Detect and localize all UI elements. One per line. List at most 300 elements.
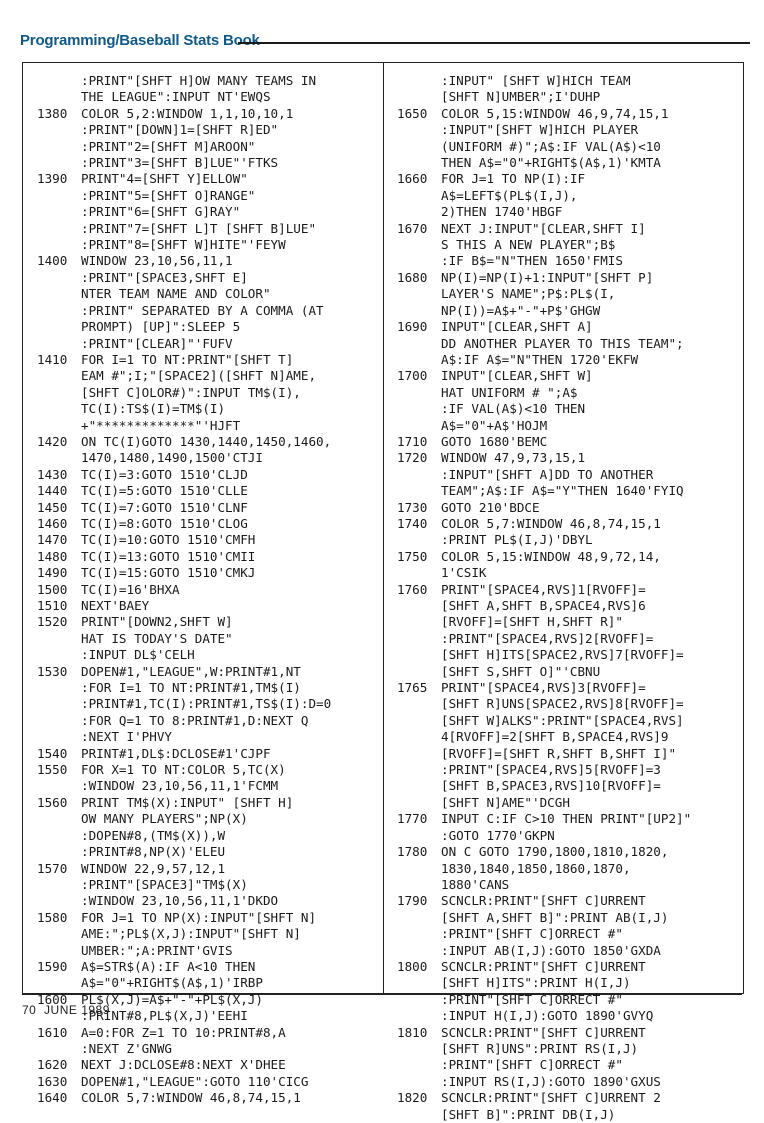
- line-code: :NEXT Z'GNWG: [81, 1040, 172, 1056]
- page-header: [20, 30, 750, 54]
- code-line: [397, 122, 737, 138]
- line-code: GOTO 210'BDCE: [441, 499, 540, 515]
- code-line: [397, 434, 737, 450]
- listing-column-left: [37, 73, 377, 1107]
- line-number: [397, 696, 441, 712]
- line-number: [37, 204, 81, 220]
- line-number: [37, 975, 81, 991]
- code-line: [37, 844, 377, 860]
- code-line: [37, 303, 377, 319]
- code-line: [397, 647, 737, 663]
- line-number: 1610: [37, 1024, 68, 1040]
- code-line: [37, 811, 377, 827]
- line-number: 1640: [37, 1090, 68, 1106]
- line-number: [397, 253, 441, 269]
- line-number: [37, 401, 81, 417]
- line-code: SCNCLR:PRINT"[SHFT C]URRENT: [441, 958, 646, 974]
- line-number: [397, 729, 441, 745]
- code-line: [397, 1025, 737, 1041]
- line-code: :PRINT"[SPACE4,RVS]2[RVOFF]=: [441, 630, 654, 646]
- line-number: [397, 647, 441, 663]
- code-line: [397, 943, 737, 959]
- code-line: [37, 565, 377, 581]
- line-code: :PRINT"5=[SHFT O]RANGE": [81, 187, 256, 203]
- code-line: [397, 73, 737, 89]
- code-line: [37, 746, 377, 762]
- code-line: [397, 614, 737, 630]
- line-number: 1580: [37, 909, 68, 925]
- line-code: THEN A$="0"+RIGHT$(A$,1)'KMTA: [441, 155, 661, 171]
- line-code: COLOR 5,2:WINDOW 1,1,10,10,1: [81, 105, 294, 121]
- line-code: :PRINT#8,NP(X)'ELEU: [81, 844, 226, 860]
- line-code: PL$(X,J)=A$+"-"+PL$(X,J): [81, 991, 263, 1007]
- line-code: 1830,1840,1850,1860,1870,: [441, 860, 631, 876]
- code-line: [37, 1025, 377, 1041]
- line-number: [397, 483, 441, 499]
- line-number: [37, 828, 81, 844]
- line-number: [397, 926, 441, 942]
- line-code: :INPUT RS(I,J):GOTO 1890'GXUS: [441, 1073, 661, 1089]
- line-number: [37, 1041, 81, 1057]
- line-code: LAYER'S NAME";P$:PL$(I,: [441, 286, 616, 302]
- line-code: TC(I)=13:GOTO 1510'CMII: [81, 548, 256, 564]
- code-line: [397, 1107, 737, 1123]
- code-line: [37, 352, 377, 368]
- code-line: [37, 450, 377, 466]
- line-code: 1470,1480,1490,1500'CTJI: [81, 450, 263, 466]
- line-number: 1480: [37, 548, 68, 564]
- code-line: [397, 861, 737, 877]
- line-number: 1520: [37, 614, 68, 630]
- line-number: 1440: [37, 483, 68, 499]
- line-code: OW MANY PLAYERS";NP(X): [81, 811, 248, 827]
- line-number: [397, 352, 441, 368]
- code-line: [37, 910, 377, 926]
- header-rule: [238, 42, 750, 44]
- line-code: :INPUT"[SHFT A]DD TO ANOTHER: [441, 466, 654, 482]
- line-number: [37, 877, 81, 893]
- line-code: TC(I)=3:GOTO 1510'CLJD: [81, 466, 248, 482]
- code-line: [397, 418, 737, 434]
- line-code: :PRINT"7=[SHFT L]T [SHFT B]LUE": [81, 220, 317, 236]
- code-line: [397, 959, 737, 975]
- line-number: 1510: [37, 598, 68, 613]
- line-number: [397, 877, 441, 893]
- line-number: [37, 811, 81, 827]
- code-line: [397, 401, 737, 417]
- code-line: [397, 204, 737, 220]
- line-number: [397, 943, 441, 959]
- code-line: [37, 155, 377, 171]
- line-code: [RVOFF]=[SHFT H,SHFT R]": [441, 614, 623, 630]
- code-line: [37, 385, 377, 401]
- code-line: [397, 680, 737, 696]
- line-code: DOPEN#1,"LEAGUE",W:PRINT#1,NT: [81, 663, 301, 679]
- line-number: [397, 188, 441, 204]
- line-number: 1650: [397, 105, 428, 121]
- code-line: [37, 286, 377, 302]
- line-code: :INPUT H(I,J):GOTO 1890'GVYQ: [441, 1008, 654, 1024]
- code-line: [37, 696, 377, 712]
- line-number: 1780: [397, 844, 428, 860]
- line-number: [37, 221, 81, 237]
- line-code: NP(I)=NP(I)+1:INPUT"[SHFT P]: [441, 269, 654, 285]
- line-code: 2)THEN 1740'HBGF: [441, 204, 563, 220]
- line-code: TC(I)=8:GOTO 1510'CLOG: [81, 515, 248, 531]
- code-line: [397, 762, 737, 778]
- line-number: [37, 729, 81, 745]
- code-line: [37, 680, 377, 696]
- line-number: 1430: [37, 466, 68, 482]
- line-code: PRINT"[DOWN2,SHFT W]: [81, 614, 233, 630]
- line-code: :PRINT"[DOWN]1=[SHFT R]ED": [81, 122, 279, 138]
- line-code: [SHFT W]ALKS":PRINT"[SPACE4,RVS]: [441, 712, 684, 728]
- line-number: [37, 188, 81, 204]
- line-code: A=0:FOR Z=1 TO 10:PRINT#8,A: [81, 1024, 286, 1040]
- line-number: [397, 762, 441, 778]
- line-number: 1400: [37, 253, 68, 269]
- line-number: [397, 746, 441, 762]
- line-code: TC(I)=10:GOTO 1510'CMFH: [81, 532, 256, 548]
- code-line: [397, 811, 737, 827]
- code-line: [37, 647, 377, 663]
- code-line: [397, 795, 737, 811]
- line-number: 1560: [37, 794, 68, 810]
- code-line: [397, 368, 737, 384]
- code-line: [397, 171, 737, 187]
- line-code: PROMPT) [UP]":SLEEP 5: [81, 319, 241, 335]
- code-line: [37, 549, 377, 565]
- line-number: 1730: [397, 499, 428, 515]
- line-number: 1660: [397, 171, 428, 187]
- line-code: DD ANOTHER PLAYER TO THIS TEAM";: [441, 335, 684, 351]
- line-code: 1'CSIK: [441, 565, 487, 581]
- line-code: :PRINT"[SPACE3,SHFT E]: [81, 269, 248, 285]
- line-code: :PRINT" SEPARATED BY A COMMA (AT: [81, 302, 324, 318]
- line-number: 1470: [37, 532, 68, 548]
- line-number: [397, 664, 441, 680]
- line-code: :PRINT PL$(I,J)'DBYL: [441, 532, 593, 548]
- line-number: [37, 286, 81, 302]
- code-line: [37, 664, 377, 680]
- code-line: [37, 418, 377, 434]
- code-line: [397, 1074, 737, 1090]
- line-code: NEXT'BAEY: [81, 598, 150, 613]
- line-number: [397, 1074, 441, 1090]
- code-line: [397, 450, 737, 466]
- code-line: [397, 270, 737, 286]
- code-line: [37, 401, 377, 417]
- line-number: 1600: [37, 991, 68, 1007]
- line-code: TC(I)=15:GOTO 1510'CMKJ: [81, 565, 256, 581]
- line-code: NEXT J:DCLOSE#8:NEXT X'DHEE: [81, 1057, 286, 1073]
- code-line: [37, 319, 377, 335]
- line-number: 1720: [397, 450, 428, 466]
- line-code: TC(I)=7:GOTO 1510'CLNF: [81, 499, 248, 515]
- code-line: [37, 943, 377, 959]
- line-number: 1380: [37, 105, 68, 121]
- code-line: [397, 828, 737, 844]
- line-code: :PRINT"[SPACE4,RVS]5[RVOFF]=3: [441, 762, 661, 778]
- code-line: [397, 549, 737, 565]
- page-footer: [22, 1003, 110, 1017]
- line-number: [37, 368, 81, 384]
- line-number: [37, 647, 81, 663]
- code-line: [37, 532, 377, 548]
- code-line: [397, 844, 737, 860]
- line-code: COLOR 5,7:WINDOW 46,8,74,15,1: [441, 515, 661, 531]
- code-line: [397, 598, 737, 614]
- line-number: [397, 565, 441, 581]
- code-line: [397, 89, 737, 105]
- code-line: [37, 188, 377, 204]
- line-number: 1420: [37, 433, 68, 449]
- code-line: [37, 467, 377, 483]
- line-number: 1670: [397, 220, 428, 236]
- code-line: [37, 877, 377, 893]
- line-code: :INPUT DL$'CELH: [81, 647, 195, 663]
- line-number: [37, 122, 81, 138]
- code-line: [397, 975, 737, 991]
- line-number: [37, 139, 81, 155]
- line-code: COLOR 5,15:WINDOW 48,9,72,14,: [441, 548, 661, 564]
- line-number: [397, 237, 441, 253]
- line-code: :PRINT"[CLEAR]"'FUFV: [81, 335, 233, 351]
- code-line: [397, 352, 737, 368]
- line-code: NP(I))=A$+"-"+P$'GHGW: [441, 302, 601, 318]
- code-line: [397, 336, 737, 352]
- code-line: [37, 729, 377, 745]
- line-number: 1410: [37, 351, 68, 367]
- code-line: [37, 614, 377, 630]
- code-line: [397, 139, 737, 155]
- line-number: 1590: [37, 958, 68, 974]
- code-line: [397, 664, 737, 680]
- line-code: :PRINT"8=[SHFT W]HITE"'FEYW: [81, 237, 286, 253]
- line-number: [37, 844, 81, 860]
- line-code: :PRINT"6=[SHFT G]RAY": [81, 204, 241, 220]
- line-number: 1740: [397, 515, 428, 531]
- line-code: HAT IS TODAY'S DATE": [81, 630, 233, 646]
- line-number: 1450: [37, 499, 68, 515]
- line-code: :WINDOW 23,10,56,11,1'DKDO: [81, 893, 279, 909]
- code-line: [397, 729, 737, 745]
- line-code: 1880'CANS: [441, 876, 510, 892]
- listing-column-right: [397, 73, 737, 1123]
- code-line: [37, 795, 377, 811]
- line-number: [397, 418, 441, 434]
- line-code: HAT UNIFORM # ";A$: [441, 384, 578, 400]
- line-code: [SHFT S,SHFT O]"'CBNU: [441, 663, 601, 679]
- line-number: 1460: [37, 515, 68, 531]
- issue-date: JUNE 1989: [44, 1003, 110, 1017]
- code-line: [37, 221, 377, 237]
- line-number: 1500: [37, 581, 68, 597]
- line-code: WINDOW 22,9,57,12,1: [81, 860, 226, 876]
- line-number: 1630: [37, 1073, 68, 1089]
- code-line: [37, 73, 377, 89]
- line-code: :NEXT I'PHVY: [81, 729, 172, 745]
- code-line: [397, 286, 737, 302]
- line-code: :PRINT"3=[SHFT B]LUE"'FTKS: [81, 155, 279, 171]
- code-line: [37, 122, 377, 138]
- line-number: [397, 795, 441, 811]
- line-code: :PRINT#1,TC(I):PRINT#1,TS$(I):D=0: [81, 696, 332, 712]
- code-line: [397, 237, 737, 253]
- code-line: [37, 828, 377, 844]
- line-number: [397, 1057, 441, 1073]
- line-number: [37, 155, 81, 171]
- line-number: 1620: [37, 1057, 68, 1073]
- line-code: PRINT#1,DL$:DCLOSE#1'CJPF: [81, 745, 271, 761]
- code-line: [37, 270, 377, 286]
- code-line: [37, 762, 377, 778]
- line-code: :INPUT"[SHFT W]HICH PLAYER: [441, 122, 639, 138]
- line-number: [37, 696, 81, 712]
- code-line: [37, 516, 377, 532]
- line-number: [397, 401, 441, 417]
- line-code: [SHFT B]":PRINT DB(I,J): [441, 1106, 616, 1122]
- line-code: PRINT"[SPACE4,RVS]3[RVOFF]=: [441, 680, 646, 696]
- line-code: :PRINT"[SHFT C]ORRECT #": [441, 1057, 623, 1073]
- line-code: :PRINT"[SHFT C]ORRECT #": [441, 926, 623, 942]
- page-number: 70: [22, 1003, 37, 1017]
- code-line: [37, 975, 377, 991]
- line-number: [397, 73, 441, 89]
- code-line: [397, 1057, 737, 1073]
- code-line: [397, 253, 737, 269]
- line-code: :FOR I=1 TO NT:PRINT#1,TM$(I): [81, 680, 301, 696]
- line-code: :PRINT"[SHFT H]OW MANY TEAMS IN: [81, 73, 317, 88]
- code-line: [397, 467, 737, 483]
- line-code: A$="0"+A$'HOJM: [441, 417, 548, 433]
- code-line: [397, 483, 737, 499]
- code-line: [37, 778, 377, 794]
- line-code: :PRINT"2=[SHFT M]AROON": [81, 138, 256, 154]
- line-code: EAM #";I;"[SPACE2]([SHFT N]AME,: [81, 368, 317, 384]
- line-code: 4[RVOFF]=2[SHFT B,SPACE4,RVS]9: [441, 729, 669, 745]
- line-code: [SHFT H]ITS[SPACE2,RVS]7[RVOFF]=: [441, 647, 684, 663]
- line-number: 1760: [397, 581, 428, 597]
- code-line: [397, 319, 737, 335]
- code-line: [397, 877, 737, 893]
- line-number: [37, 893, 81, 909]
- line-number: [397, 910, 441, 926]
- code-line: [37, 434, 377, 450]
- line-code: +"*************"'HJFT: [81, 417, 241, 433]
- code-line: [397, 893, 737, 909]
- line-code: A$="0"+RIGHT$(A$,1)'IRBP: [81, 975, 263, 991]
- line-code: FOR J=1 TO NP(I):IF: [441, 171, 586, 187]
- line-number: [397, 122, 441, 138]
- line-code: AME:";PL$(X,J):INPUT"[SHFT N]: [81, 926, 301, 942]
- line-code: [RVOFF]=[SHFT R,SHFT B,SHFT I]": [441, 745, 677, 761]
- line-number: 1390: [37, 171, 68, 187]
- line-number: 1700: [397, 368, 428, 384]
- code-line: [37, 1090, 377, 1106]
- line-number: [37, 270, 81, 286]
- line-code: A$=LEFT$(PL$(I,J),: [441, 187, 578, 203]
- column-divider: [383, 63, 384, 993]
- line-number: 1810: [397, 1024, 428, 1040]
- code-line: [397, 188, 737, 204]
- line-number: [397, 139, 441, 155]
- code-line: [397, 746, 737, 762]
- line-number: [37, 418, 81, 434]
- line-code: WINDOW 23,10,56,11,1: [81, 253, 233, 269]
- code-line: [37, 713, 377, 729]
- line-code: :GOTO 1770'GKPN: [441, 827, 555, 843]
- line-number: [37, 237, 81, 253]
- code-line: [397, 696, 737, 712]
- line-number: [397, 336, 441, 352]
- code-line: [37, 204, 377, 220]
- line-code: FOR I=1 TO NT:PRINT"[SHFT T]: [81, 351, 294, 367]
- line-number: 1550: [37, 762, 68, 778]
- line-code: INPUT"[CLEAR,SHFT W]: [441, 368, 593, 384]
- line-code: :PRINT"[SHFT C]ORRECT #": [441, 991, 623, 1007]
- line-code: INPUT"[CLEAR,SHFT A]: [441, 319, 593, 335]
- code-line: [37, 253, 377, 269]
- line-number: 1820: [397, 1090, 428, 1106]
- line-number: [397, 598, 441, 614]
- code-line: [37, 959, 377, 975]
- line-code: COLOR 5,7:WINDOW 46,8,74,15,1: [81, 1090, 301, 1106]
- line-number: 1800: [397, 958, 428, 974]
- line-code: INPUT C:IF C>10 THEN PRINT"[UP2]": [441, 811, 692, 827]
- line-number: [37, 926, 81, 942]
- line-number: 1690: [397, 319, 428, 335]
- line-code: (UNIFORM #)";A$:IF VAL(A$)<10: [441, 138, 661, 154]
- line-number: [397, 713, 441, 729]
- code-line: [397, 926, 737, 942]
- line-number: [37, 450, 81, 466]
- code-line: [37, 1041, 377, 1057]
- line-number: [37, 319, 81, 335]
- line-code: :INPUT" [SHFT W]HICH TEAM: [441, 73, 631, 88]
- line-code: A$=STR$(A):IF A<10 THEN: [81, 958, 256, 974]
- line-number: [37, 73, 81, 89]
- line-code: :DOPEN#8,(TM$(X)),W: [81, 827, 226, 843]
- line-code: FOR X=1 TO NT:COLOR 5,TC(X): [81, 762, 286, 778]
- line-code: FOR J=1 TO NP(X):INPUT"[SHFT N]: [81, 909, 317, 925]
- code-line: [397, 565, 737, 581]
- code-line: [37, 336, 377, 352]
- line-number: [397, 1107, 441, 1123]
- code-line: [37, 1057, 377, 1073]
- line-number: 1790: [397, 893, 428, 909]
- line-code: [SHFT R]UNS[SPACE2,RVS]8[RVOFF]=: [441, 696, 684, 712]
- code-line: [397, 532, 737, 548]
- code-line: [397, 303, 737, 319]
- line-code: [SHFT N]UMBER";I'DUHP: [441, 89, 601, 105]
- code-line: [397, 516, 737, 532]
- code-line: [397, 582, 737, 598]
- line-number: 1770: [397, 811, 428, 827]
- line-number: [397, 532, 441, 548]
- line-code: TEAM";A$:IF A$="Y"THEN 1640'FYIQ: [441, 483, 684, 499]
- line-number: [397, 204, 441, 220]
- code-line: [37, 237, 377, 253]
- line-code: PRINT TM$(X):INPUT" [SHFT H]: [81, 794, 294, 810]
- line-code: [SHFT H]ITS":PRINT H(I,J): [441, 975, 631, 991]
- code-line: [37, 631, 377, 647]
- code-line: [37, 598, 377, 614]
- line-number: 1710: [397, 433, 428, 449]
- line-code: TC(I)=16'BHXA: [81, 581, 180, 597]
- line-code: :IF VAL(A$)<10 THEN: [441, 401, 586, 417]
- line-code: UMBER:";A:PRINT'GVIS: [81, 942, 233, 958]
